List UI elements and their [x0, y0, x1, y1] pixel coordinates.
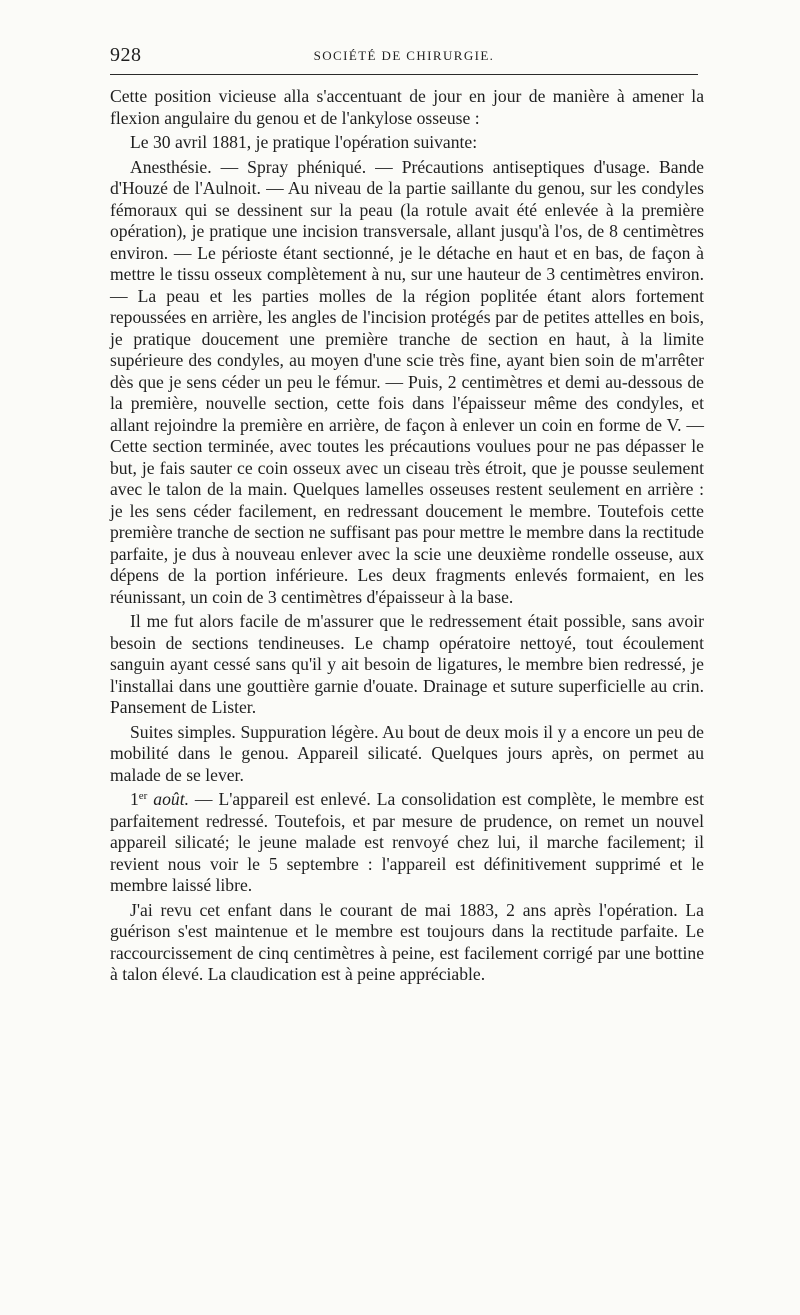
date-day: 1	[130, 789, 139, 809]
page-header	[110, 44, 698, 70]
paragraph-2: Le 30 avril 1881, je pratique l'opération suivante:	[130, 132, 478, 152]
paragraph-3: Anesthésie. — Spray phéniqué. — Précautions antiseptiques d'usage. Bande d'Houzé de l'Aulnoit. — Au niveau de la partie saillante du genou, sur les condyles fémoraux qui se dessinent sur la peau (la rotule avait été enlevée à la première opération), je pratique une incision transversale, allant jusqu'à l'os, de 8 centimètres environ. — Le périoste étant sectionné, je le détache en haut et en bas, de façon à mettre le tissu osseux complètement à nu, sur une hauteur de 3 centimètres environ. — La peau et les parties molles de la région poplitée étant alors fortement repoussées en arrière, les angles de l'incision protégés par de petites attelles en bois, je pratique doucement une première tranche de section en haut, à la limite supérieure des condyles, au moyen d'une scie très fine, ayant bien soin de m'arrêter dès que je sens céder un peu le fémur. — Puis, 2 centimètres et demi au-dessous de la première, nouvelle section, cette fois dans l'épaisseur même des condyles, et allant rejoindre la première en arrière, de façon à enlever un coin en forme de V. — Cette section terminée, avec toutes les précautions voulues pour ne pas dépasser le but, je fais sauter ce coin osseux avec un ciseau très étroit, que je pousse seulement avec le talon de la main. Quelques lamelles osseuses restent seulement en arrière : je les sens céder facilement, en redressant doucement le membre. Toutefois cette première tranche de section ne suffisant pas pour mettre le membre dans la rectitude parfaite, je dus à nouveau enlever avec la scie une deuxième rondelle osseuse, aux dépens de la portion inférieure. Les deux fragments enlevés formaient, en les réunissant, un coin de 3 centimètres d'épaisseur à la base.	[110, 156, 704, 607]
paragraph-7: J'ai revu cet enfant dans le courant de mai 1883, 2 ans après l'opération. La guérison s'est maintenue et le membre est toujours dans la rectitude parfaite. Le raccourcissement de cinq centimètres à peine, est facilement corrigé par une bottine à talon élevé. La claudication est à peine appréciable.	[110, 899, 704, 984]
running-title: SOCIÉTÉ DE CHIRURGIE.	[313, 48, 495, 63]
paragraph-1: Cette position vicieuse alla s'accentuant de jour en jour de manière à amener la flexion angulaire du genou et de l'ankylose osseuse :	[110, 86, 704, 128]
paragraph-6	[110, 789, 704, 897]
paragraph-4: Il me fut alors facile de m'assurer que le redressement était possible, sans avoir besoin de sections tendineuses. Le champ opératoire nettoyé, tout écoulement sanguin ayant cessé sans qu'il y ait besoin de ligatures, le membre bien redressé, je l'installai dans une gouttière garnie d'ouate. Drainage et suture superficielle au crin. Pansement de Lister.	[110, 611, 704, 717]
body-text	[110, 86, 704, 986]
date-month: août.	[153, 789, 189, 809]
paragraph-6-text: — L'appareil est enlevé. La consolidation est complète, le membre est parfaitement redressé. Toutefois, et par mesure de prudence, on remet un nouvel appareil silicaté; le jeune malade est renvoyé chez lui, il marche facilement; il revient nous voir le 5 septembre : l'appareil est définitivement supprimé et le membre laissé libre.	[110, 789, 704, 895]
header-rule	[110, 74, 698, 75]
paragraph-5: Suites simples. Suppuration légère. Au bout de deux mois il y a encore un peu de mobilité dans le genou. Appareil silicaté. Quelques jours après, on permet au malade de se lever.	[110, 721, 704, 785]
page-number: 928	[110, 44, 142, 66]
date-suffix: er	[138, 790, 148, 802]
